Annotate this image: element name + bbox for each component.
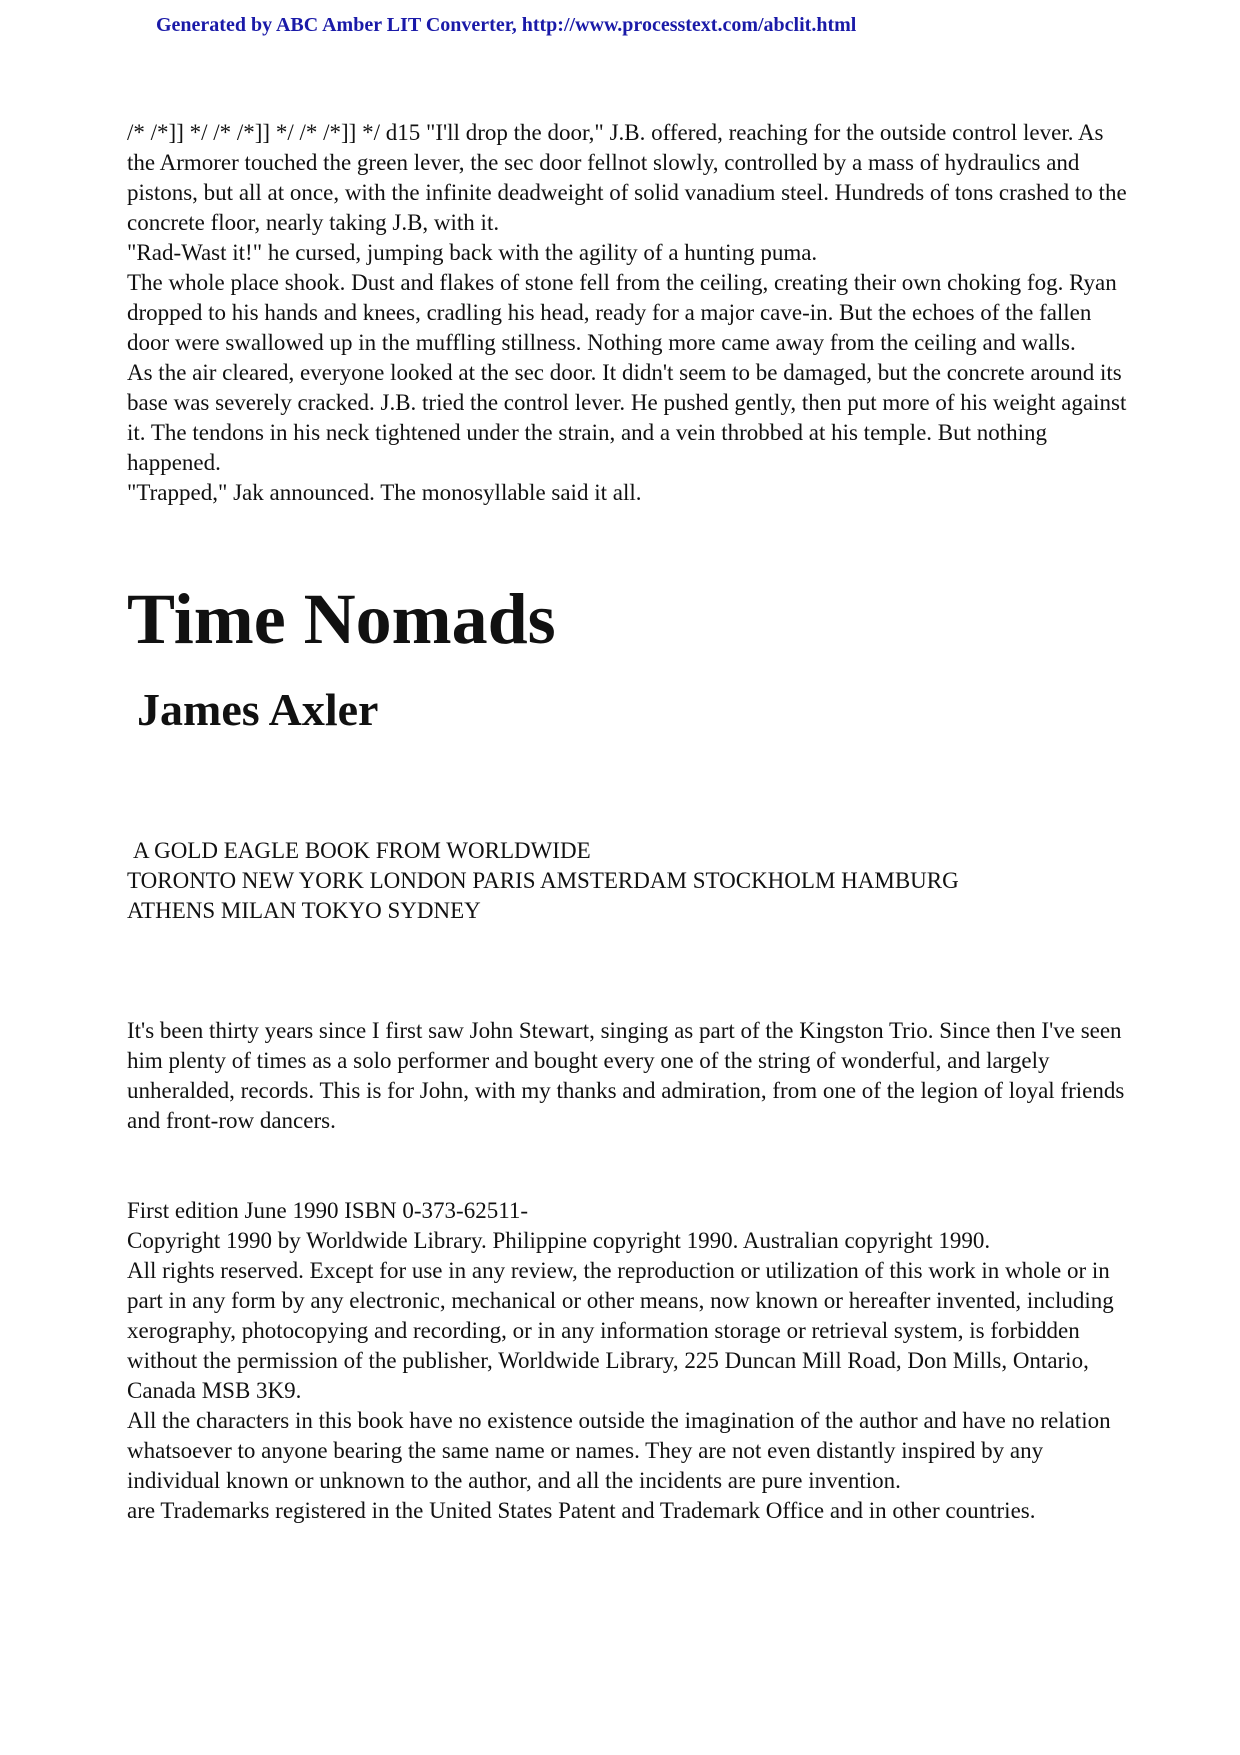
copyright-line: Copyright 1990 by Worldwide Library. Philippine copyright 1990. Australian copyright 1990. [127,1228,991,1253]
copyright-line: First edition June 1990 ISBN 0-373-62511- [127,1198,528,1223]
dedication-text: It's been thirty years since I first saw John Stewart, singing as part of the Kingston Trio. Since then I've seen him plenty of times as a solo performer and bought every one of the string of wonderful, and largely unheralded, records. This is for John, with my thanks and admiration, from one of the legion of loyal friends and front-row dancers. [127,1018,1125,1133]
publisher-line: ATHENS MILAN TOKYO SYDNEY [127,898,481,923]
document-body [127,118,1127,1526]
publisher-line: TORONTO NEW YORK LONDON PARIS AMSTERDAM STOCKHOLM HAMBURG [127,868,959,893]
publisher-block [127,836,1127,926]
book-author: James Axler [137,684,379,735]
story-paragraph: As the air cleared, everyone looked at the sec door. It didn't seem to be damaged, but the concrete around its base was severely cracked. J.B. tried the control lever. He pushed gently, then put more of his weight against it. The tendons in his neck tightened under the strain, and a vein throbbed at his temple. But nothing happened. [127,360,1127,475]
book-title: Time Nomads [127,579,556,659]
publisher-line: A GOLD EAGLE BOOK FROM WORLDWIDE [133,838,591,863]
converter-banner-link[interactable]: Generated by ABC Amber LIT Converter, http://www.processtext.com/abclit.html [156,14,857,36]
story-paragraph: "Rad-Wast it!" he cursed, jumping back with the agility of a hunting puma. [127,240,818,265]
story-paragraph: "Trapped," Jak announced. The monosyllable said it all. [127,480,642,505]
copyright-line: All rights reserved. Except for use in any review, the reproduction or utilization of this work in whole or in part in any form by any electronic, mechanical or other means, now known or hereafter invented, including xerography, photocopying and recording, or in any information storage or retrieval system, is forbidden without the permission of the publisher, Worldwide Library, 225 Duncan Mill Road, Don Mills, Ontario, Canada MSB 3K9. [127,1258,1114,1403]
copyright-line: All the characters in this book have no existence outside the imagination of the author and have no relation whatsoever to anyone bearing the same name or names. They are not even distantly inspired by any individual known or unknown to the author, and all the incidents are pure invention. [127,1408,1111,1493]
story-paragraph: /* /*]] */ /* /*]] */ /* /*]] */ d15 "I'll drop the door," J.B. offered, reaching for the outside control lever. As the Armorer touched the green lever, the sec door fellnot slowly, controlled by a mass of hydraulics and pistons, but all at once, with the infinite deadweight of solid vanadium steel. Hundreds of tons crashed to the concrete floor, nearly taking J.B, with it. [127,120,1127,235]
copyright-block [127,1196,1127,1526]
copyright-line: are Trademarks registered in the United States Patent and Trademark Office and in other countries. [127,1498,1036,1523]
story-paragraph: The whole place shook. Dust and flakes of stone fell from the ceiling, creating their own choking fog. Ryan dropped to his hands and knees, cradling his head, ready for a major cave-in. But the echoes of the fallen door were swallowed up in the muffling stillness. Nothing more came away from the ceiling and walls. [127,270,1117,355]
story-excerpt [127,118,1127,508]
